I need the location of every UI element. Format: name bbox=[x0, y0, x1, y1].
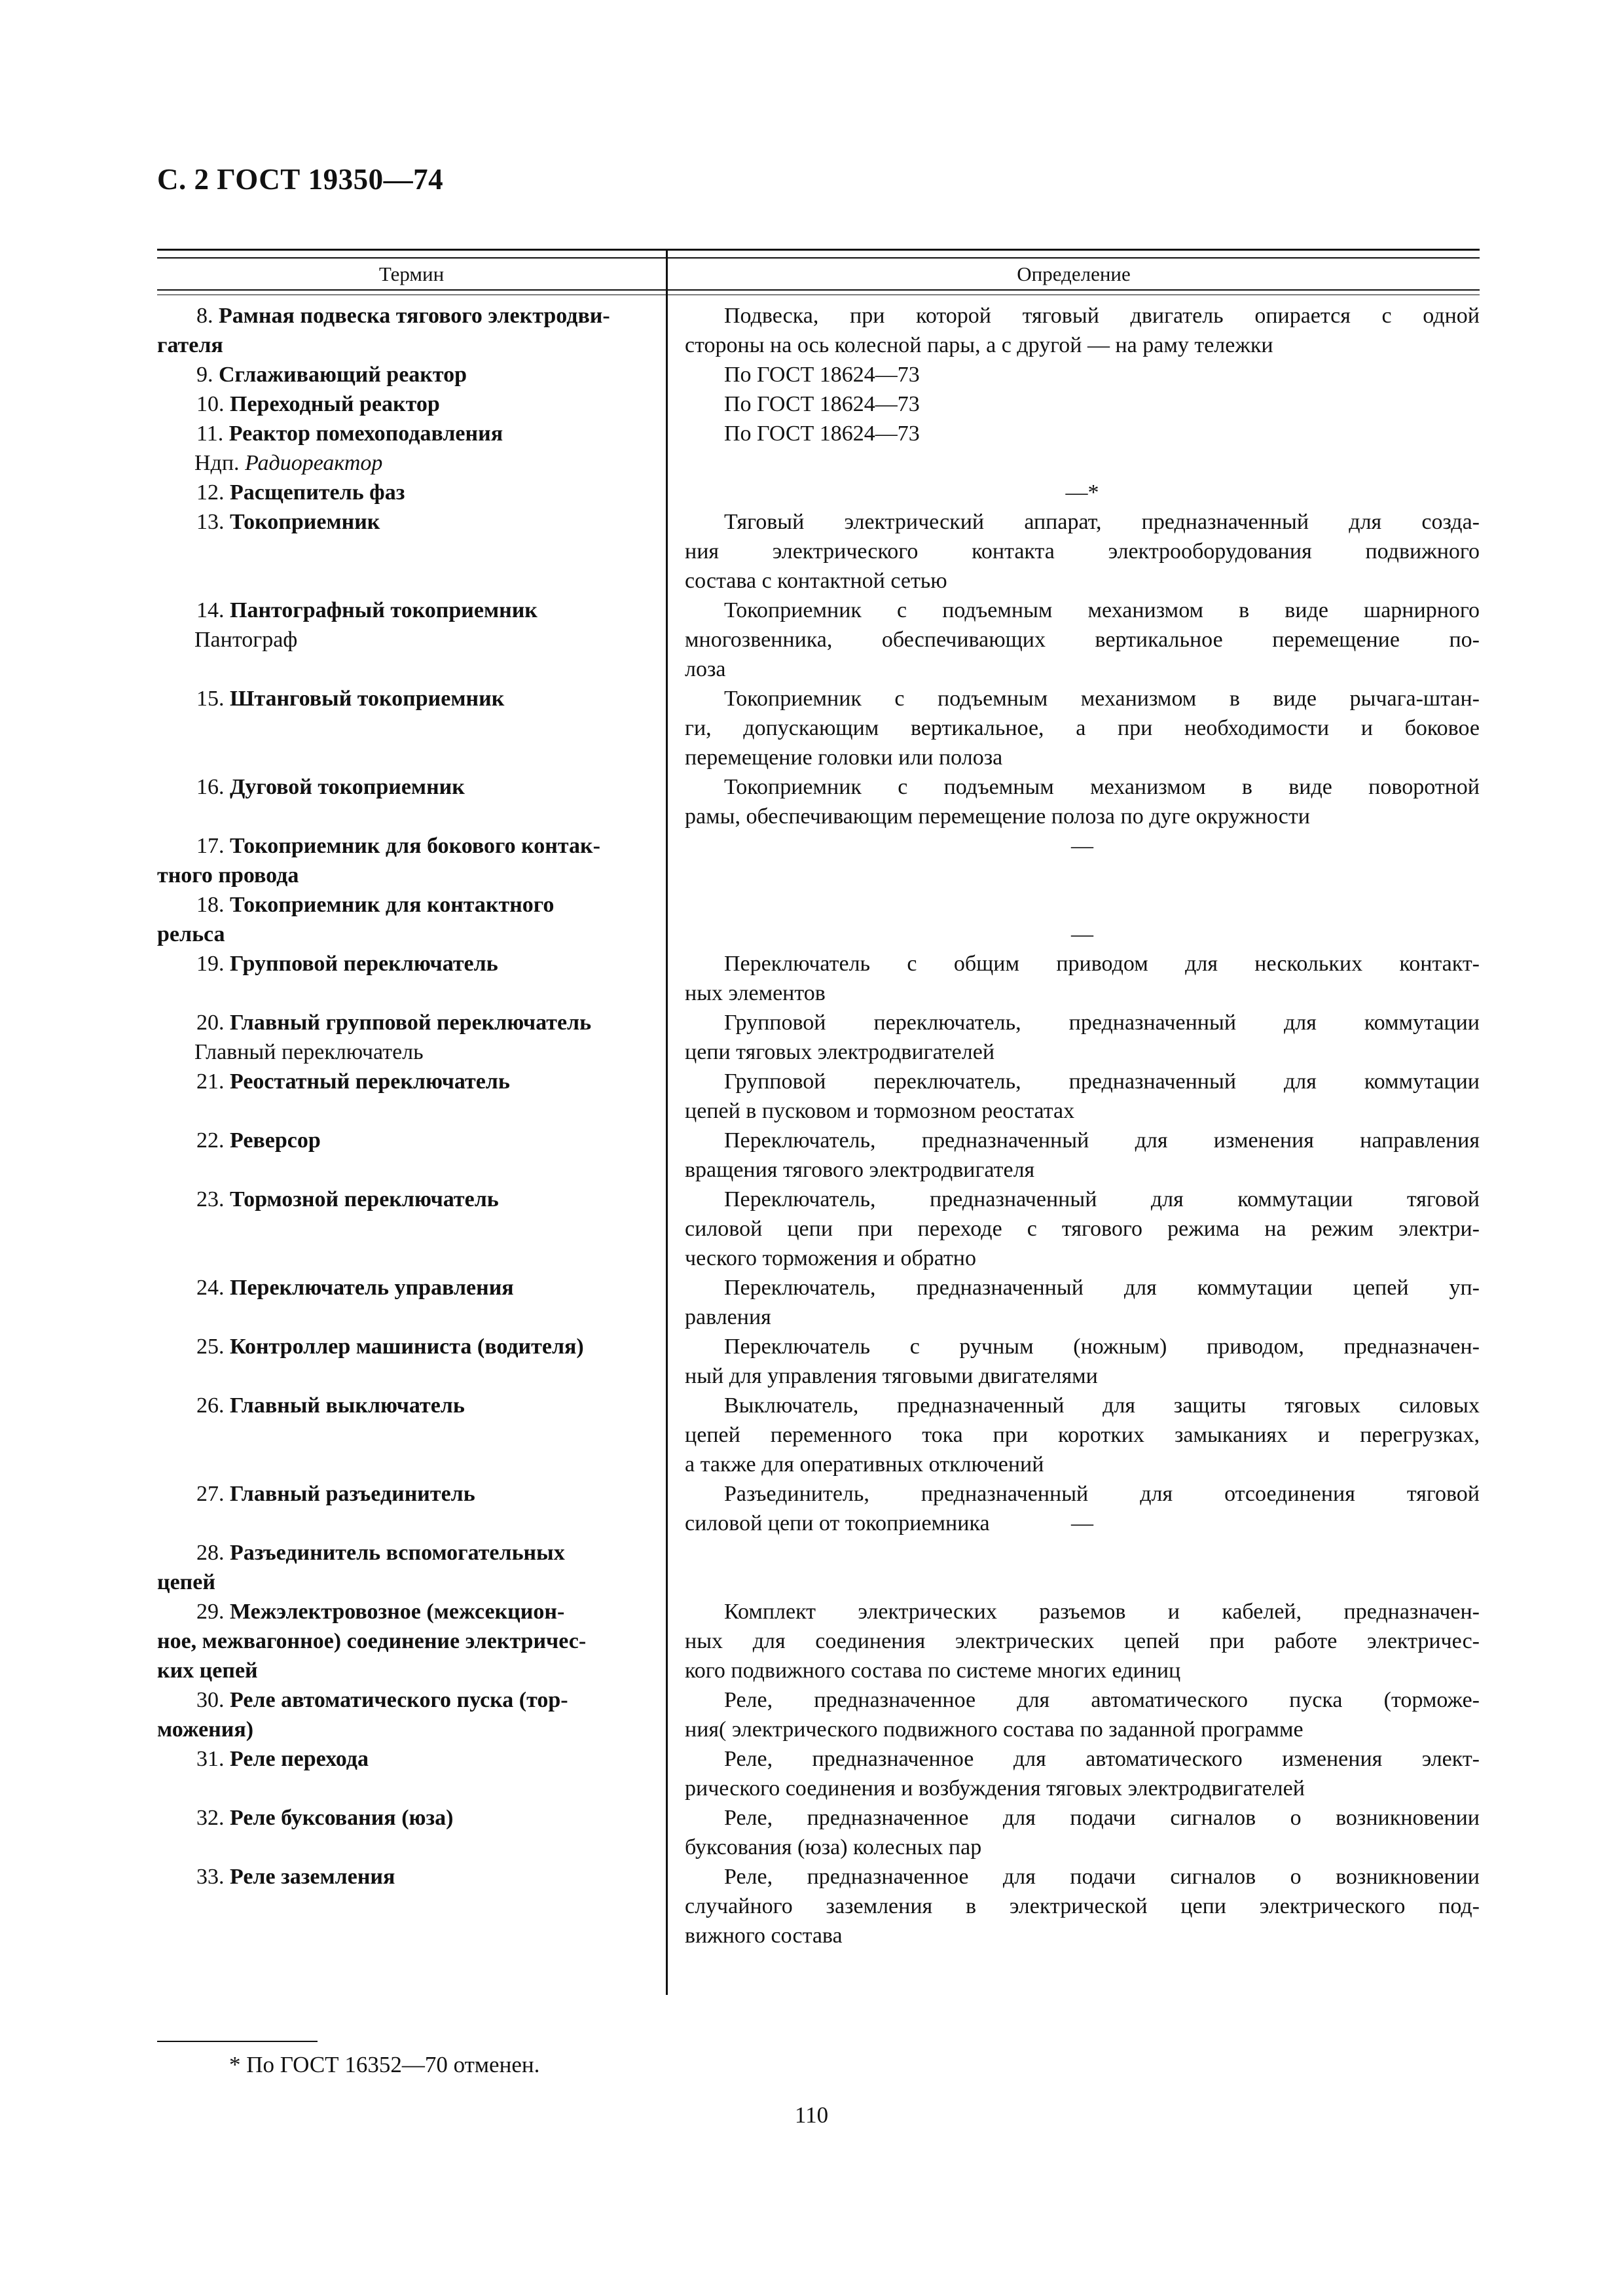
definition-row bbox=[685, 684, 1480, 772]
synonym-prefix: Ндп. bbox=[194, 451, 246, 475]
definition-line: ческого торможения и обратно bbox=[685, 1246, 977, 1270]
term-line bbox=[157, 1391, 649, 1420]
definition-line: многозвенника, обеспечивающих вертикальное перемещение по- bbox=[685, 628, 1480, 652]
definition-row bbox=[685, 949, 1480, 1008]
term-line bbox=[157, 772, 649, 802]
definition-line: Групповой переключатель, предназначенный для коммутации bbox=[724, 1011, 1480, 1035]
term-name: Главный групповой переключатель bbox=[230, 1011, 592, 1035]
term-number: 33. bbox=[196, 1865, 230, 1889]
term-row bbox=[157, 772, 649, 802]
term-row bbox=[157, 1597, 649, 1685]
definition-line: а также для оперативных отключений bbox=[685, 1452, 1044, 1477]
table-top-rule-inner bbox=[157, 257, 1480, 259]
term-continuation: ное, межвагонное) соединение электричес- bbox=[157, 1629, 587, 1653]
definition-line: По ГОСТ 18624—73 bbox=[724, 392, 920, 416]
definition-row bbox=[685, 1185, 1480, 1273]
term-number: 18. bbox=[196, 893, 230, 917]
definition-row bbox=[685, 1744, 1480, 1803]
term-number: 27. bbox=[196, 1482, 230, 1506]
definition-dash: — bbox=[1071, 922, 1093, 946]
term-row bbox=[157, 949, 649, 978]
definition-line: рического соединения и возбуждения тяговых электродвигателей bbox=[685, 1776, 1305, 1801]
page-number: 110 bbox=[794, 2102, 829, 2128]
term-continuation: гателя bbox=[157, 333, 223, 357]
definition-line: цепей в пусковом и тормозном реостатах bbox=[685, 1099, 1075, 1123]
definition-row bbox=[685, 1391, 1480, 1479]
definition-line: ных элементов bbox=[685, 981, 826, 1005]
term-name: Разъединитель вспомогательных bbox=[230, 1541, 565, 1565]
term-number: 8. bbox=[196, 304, 219, 328]
term-name: Сглаживающий реактор bbox=[219, 363, 467, 387]
definition-row bbox=[685, 1273, 1480, 1332]
definition-line: равления bbox=[685, 1305, 771, 1329]
term-name: Токоприемник bbox=[230, 510, 380, 534]
term-row bbox=[157, 1391, 649, 1420]
term-number: 15. bbox=[196, 687, 230, 711]
term-number: 10. bbox=[196, 392, 230, 416]
term-name: Токоприемник для контактного bbox=[230, 893, 555, 917]
term-continuation: цепей bbox=[157, 1570, 215, 1594]
term-line bbox=[157, 1479, 649, 1509]
term-line bbox=[157, 1185, 649, 1214]
term-name: Рамная подвеска тягового электродви- bbox=[219, 304, 610, 328]
term-row bbox=[157, 1685, 649, 1744]
term-name: Токоприемник для бокового контак- bbox=[230, 834, 600, 858]
term-number: 29. bbox=[196, 1600, 230, 1624]
term-line bbox=[157, 360, 649, 389]
synonym: Пантограф bbox=[194, 628, 298, 652]
term-row bbox=[157, 507, 649, 537]
term-name: Дуговой токоприемник bbox=[230, 775, 465, 799]
definition-row bbox=[685, 596, 1480, 684]
term-name: Реверсор bbox=[230, 1128, 321, 1153]
definition-line: ния( электрического подвижного состава по заданной программе bbox=[685, 1717, 1304, 1742]
term-line bbox=[157, 1067, 649, 1096]
term-continuation: можения) bbox=[157, 1717, 254, 1742]
term-line bbox=[157, 507, 649, 537]
column-header-definition: Определение bbox=[1017, 262, 1131, 285]
term-line bbox=[157, 1008, 649, 1037]
definition-line: Разъединитель, предназначенный для отсоединения тяговой bbox=[724, 1482, 1480, 1506]
definition-row bbox=[685, 831, 1480, 861]
definition-line: ных для соединения электрических цепей при работе электричес- bbox=[685, 1629, 1480, 1653]
term-line bbox=[157, 419, 649, 448]
table-top-rule bbox=[157, 249, 1480, 251]
term-line bbox=[157, 1803, 649, 1833]
term-name: Реле автоматического пуска (тор- bbox=[230, 1688, 568, 1712]
page-header: С. 2 ГОСТ 19350—74 bbox=[157, 163, 444, 196]
term-row bbox=[157, 1126, 649, 1155]
definition-line: Токоприемник с подъемным механизмом в виде поворотной bbox=[724, 775, 1480, 799]
term-name: Контроллер машиниста (водителя) bbox=[230, 1335, 584, 1359]
definition-line: силовой цепи от токоприемника bbox=[685, 1511, 990, 1535]
definition-line: лоза bbox=[685, 657, 726, 681]
definition-line: Реле, предназначенное для автоматического изменения элект- bbox=[724, 1747, 1480, 1771]
term-name: Групповой переключатель bbox=[230, 952, 498, 976]
definition-line: случайного заземления в электрической цепи электрического под- bbox=[685, 1894, 1480, 1918]
term-line bbox=[157, 890, 649, 920]
term-line bbox=[157, 1744, 649, 1774]
definition-row bbox=[685, 1597, 1480, 1685]
definition-line: Тяговый электрический аппарат, предназначенный для созда- bbox=[724, 510, 1480, 534]
term-name: Тормозной переключатель bbox=[230, 1187, 499, 1211]
term-number: 31. bbox=[196, 1747, 230, 1771]
term-name: Главный разъединитель bbox=[230, 1482, 475, 1506]
term-row bbox=[157, 831, 649, 890]
term-number: 26. bbox=[196, 1393, 230, 1418]
definition-row bbox=[685, 1067, 1480, 1126]
term-row bbox=[157, 360, 649, 389]
term-name: Реактор помехоподавления bbox=[228, 422, 503, 446]
definition-dash: —* bbox=[1065, 480, 1099, 505]
definition-line: По ГОСТ 18624—73 bbox=[724, 363, 920, 387]
term-line bbox=[157, 1685, 649, 1715]
definition-line: ги, допускающим вертикальное, а при необходимости и боковое bbox=[685, 716, 1480, 740]
definition-row bbox=[685, 1509, 1480, 1538]
term-row bbox=[157, 1332, 649, 1361]
definition-line: цепей переменного тока при коротких замыканиях и перегрузках, bbox=[685, 1423, 1480, 1447]
term-name: Переключатель управления bbox=[230, 1276, 514, 1300]
term-row bbox=[157, 684, 649, 713]
term-number: 19. bbox=[196, 952, 230, 976]
definition-line: По ГОСТ 18624—73 bbox=[724, 422, 920, 446]
definition-line: Групповой переключатель, предназначенный для коммутации bbox=[724, 1069, 1480, 1094]
definition-row bbox=[685, 478, 1480, 507]
term-row bbox=[157, 1862, 649, 1892]
definition-row bbox=[685, 360, 1480, 389]
term-number: 17. bbox=[196, 834, 230, 858]
term-row bbox=[157, 1067, 649, 1096]
definition-line: цепи тяговых электродвигателей bbox=[685, 1040, 995, 1064]
footnote-rule bbox=[157, 2041, 318, 2042]
synonym: Главный переключатель bbox=[194, 1040, 424, 1064]
deprecated-synonym bbox=[157, 448, 649, 478]
term-name: Реле буксования (юза) bbox=[230, 1806, 454, 1830]
definition-line: рамы, обеспечивающим перемещение полоза по дуге окружности bbox=[685, 804, 1310, 829]
term-row bbox=[157, 1008, 649, 1067]
term-row bbox=[157, 301, 649, 360]
term-line bbox=[157, 478, 649, 507]
term-row bbox=[157, 1744, 649, 1774]
term-line bbox=[157, 949, 649, 978]
term-line bbox=[157, 831, 649, 861]
term-continuation: рельса bbox=[157, 922, 225, 946]
term-number: 11. bbox=[196, 422, 229, 446]
term-number: 21. bbox=[196, 1069, 230, 1094]
term-number: 16. bbox=[196, 775, 230, 799]
term-number: 13. bbox=[196, 510, 230, 534]
definition-line: Реле, предназначенное для подачи сигналов о возникновении bbox=[724, 1806, 1480, 1830]
term-continuation: тного провода bbox=[157, 863, 299, 888]
definition-line: Комплект электрических разъемов и кабелей, предназначен- bbox=[724, 1600, 1480, 1624]
definition-line: Переключатель с ручным (ножным) приводом, предназначен- bbox=[724, 1335, 1480, 1359]
term-name: Реостатный переключатель bbox=[230, 1069, 510, 1094]
definition-row bbox=[685, 507, 1480, 596]
term-number: 24. bbox=[196, 1276, 230, 1300]
term-line bbox=[157, 301, 649, 331]
synonym-text: Радиореактор bbox=[245, 451, 383, 475]
term-number: 20. bbox=[196, 1011, 230, 1035]
definition-row bbox=[685, 1126, 1480, 1185]
definition-line: Выключатель, предназначенный для защиты тяговых силовых bbox=[724, 1393, 1480, 1418]
term-line bbox=[157, 1332, 649, 1361]
definition-line: состава с контактной сетью bbox=[685, 569, 947, 593]
term-row bbox=[157, 389, 649, 419]
definition-line: силовой цепи при переходе с тягового режима на режим электри- bbox=[685, 1217, 1480, 1241]
definition-line: Реле, предназначенное для автоматического пуска (торможе- bbox=[724, 1688, 1480, 1712]
term-continuation: ких цепей bbox=[157, 1659, 258, 1683]
term-name: Штанговый токоприемник bbox=[230, 687, 505, 711]
definition-row bbox=[685, 1008, 1480, 1067]
term-number: 22. bbox=[196, 1128, 230, 1153]
header-bottom-rule bbox=[157, 289, 1480, 291]
term-line bbox=[157, 1538, 649, 1568]
footnote: * По ГОСТ 16352—70 отменен. bbox=[229, 2052, 540, 2077]
definition-line: перемещение головки или полоза bbox=[685, 745, 1003, 770]
term-name: Реле перехода bbox=[230, 1747, 369, 1771]
definition-line: буксования (юза) колесных пар bbox=[685, 1835, 982, 1859]
term-line bbox=[157, 1862, 649, 1892]
term-name: Пантографный токоприемник bbox=[230, 598, 538, 622]
term-row bbox=[157, 478, 649, 507]
term-number: 12. bbox=[196, 480, 230, 505]
definition-row bbox=[685, 1332, 1480, 1391]
term-name: Межэлектровозное (межсекцион- bbox=[230, 1600, 565, 1624]
term-line bbox=[157, 389, 649, 419]
term-row bbox=[157, 1538, 649, 1597]
term-number: 28. bbox=[196, 1541, 230, 1565]
definition-line: Токоприемник с подъемным механизмом в виде рычага-штан- bbox=[724, 687, 1480, 711]
definition-line: стороны на ось колесной пары, а с другой — на раму тележки bbox=[685, 333, 1273, 357]
term-number: 32. bbox=[196, 1806, 230, 1830]
term-number: 9. bbox=[196, 363, 219, 387]
definition-line: Реле, предназначенное для подачи сигналов о возникновении bbox=[724, 1865, 1480, 1889]
term-name: Расщепитель фаз bbox=[230, 480, 405, 505]
definition-row bbox=[685, 920, 1480, 949]
term-number: 23. bbox=[196, 1187, 230, 1211]
definition-line: вращения тягового электродвигателя bbox=[685, 1158, 1035, 1182]
column-divider bbox=[666, 249, 668, 1995]
term-number: 14. bbox=[196, 598, 230, 622]
term-number: 30. bbox=[196, 1688, 230, 1712]
definition-line: Переключатель, предназначенный для коммутации цепей уп- bbox=[724, 1276, 1480, 1300]
definition-row bbox=[685, 772, 1480, 831]
term-row bbox=[157, 1479, 649, 1509]
term-row bbox=[157, 890, 649, 949]
definition-row bbox=[685, 389, 1480, 419]
definition-line: Переключатель с общим приводом для нескольких контакт- bbox=[724, 952, 1480, 976]
definition-dash: — bbox=[1071, 834, 1093, 858]
term-line bbox=[157, 1273, 649, 1302]
definition-line: кого подвижного состава по системе многих единиц bbox=[685, 1659, 1181, 1683]
definition-line: Переключатель, предназначенный для коммутации тяговой bbox=[724, 1187, 1480, 1211]
column-header-term: Термин bbox=[378, 262, 445, 285]
term-line bbox=[157, 684, 649, 713]
term-number: 25. bbox=[196, 1335, 230, 1359]
term-row bbox=[157, 596, 649, 655]
definition-line: Подвеска, при которой тяговый двигатель опирается с одной bbox=[724, 304, 1480, 328]
definition-line: ный для управления тяговыми двигателями bbox=[685, 1364, 1098, 1388]
definition-row bbox=[685, 301, 1480, 360]
term-line bbox=[157, 1126, 649, 1155]
term-name: Реле заземления bbox=[230, 1865, 395, 1889]
term-row bbox=[157, 1273, 649, 1302]
term-row bbox=[157, 419, 649, 478]
term-line bbox=[157, 1597, 649, 1626]
definition-line: ния электрического контакта электрооборудования подвижного bbox=[685, 539, 1480, 564]
term-row bbox=[157, 1185, 649, 1214]
definition-line: Переключатель, предназначенный для изменения направления bbox=[724, 1128, 1480, 1153]
definition-row bbox=[685, 1862, 1480, 1950]
definition-row bbox=[685, 1685, 1480, 1744]
term-line bbox=[157, 596, 649, 625]
definition-row bbox=[685, 1803, 1480, 1862]
definition-line: Токоприемник с подъемным механизмом в виде шарнирного bbox=[724, 598, 1480, 622]
definition-row bbox=[685, 419, 1480, 448]
term-name: Главный выключатель bbox=[230, 1393, 465, 1418]
term-name: Переходный реактор bbox=[230, 392, 440, 416]
definition-dash: — bbox=[1071, 1511, 1093, 1535]
definition-line: вижного состава bbox=[685, 1924, 843, 1948]
term-row bbox=[157, 1803, 649, 1833]
